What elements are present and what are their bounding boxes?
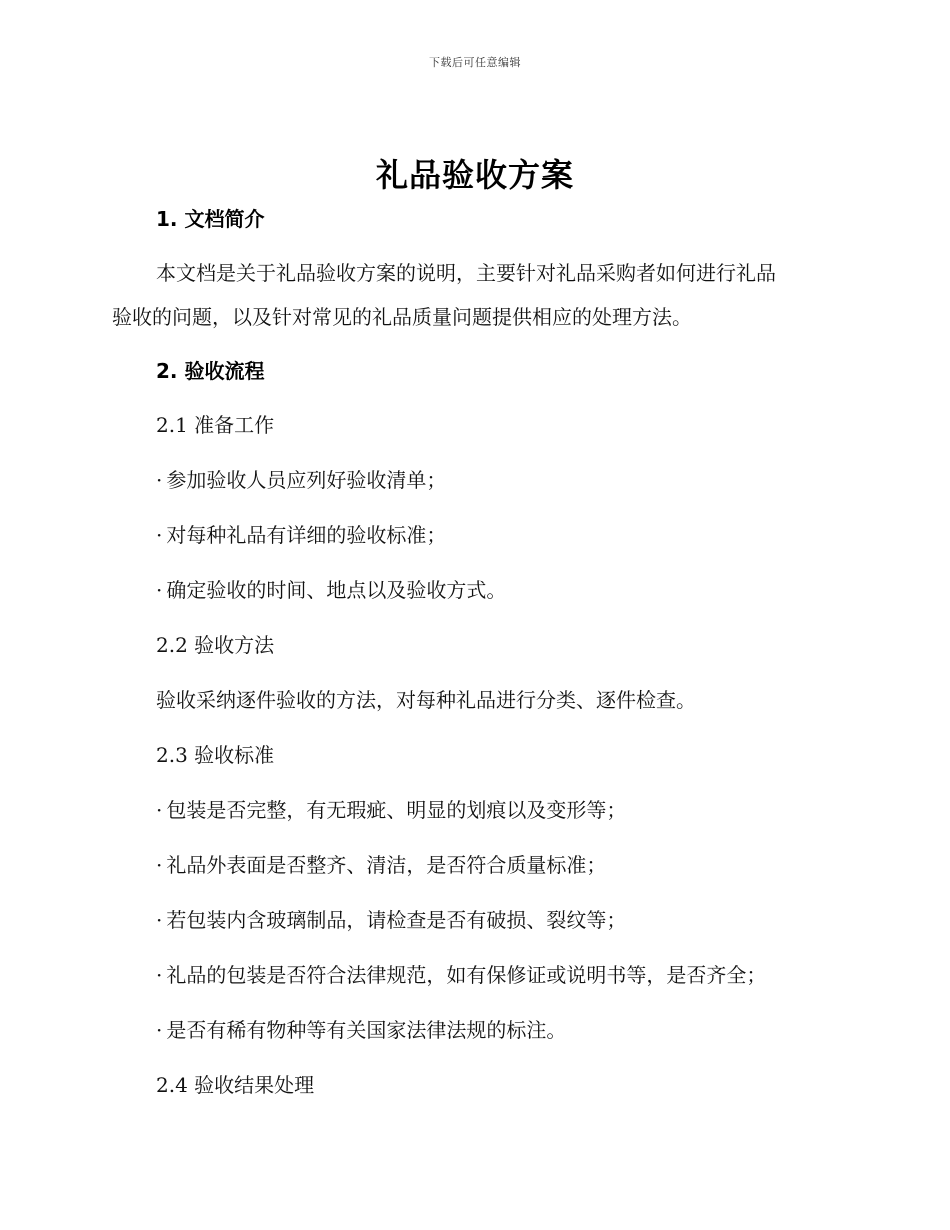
subsection-heading-method: 2.2 验收方法: [156, 633, 275, 657]
subsection-heading-prep: 2.1 准备工作: [156, 413, 275, 437]
section-heading-intro: 1. 文档简介: [156, 207, 265, 231]
document-title: 礼品验收方案: [375, 156, 574, 194]
list-item-standard-2: [156, 850, 606, 880]
bullet-icon: ·: [156, 798, 163, 822]
list-item-prep-2: [156, 520, 446, 550]
bullet-icon: ·: [156, 908, 163, 932]
list-item-text: 参加验收人员应列好验收清单；: [166, 468, 447, 492]
method-paragraph: 验收采纳逐件验收的方法，对每种礼品进行分类、逐件检查。: [156, 688, 696, 712]
bullet-icon: ·: [156, 468, 163, 492]
header-note: 下载后可任意编辑: [429, 56, 521, 69]
bullet-icon: ·: [156, 523, 163, 547]
bullet-icon: ·: [156, 1018, 163, 1042]
list-item-text: 是否有稀有物种等有关国家法律法规的标注。: [166, 1018, 567, 1042]
bullet-icon: ·: [156, 578, 163, 602]
list-item-text: 确定验收的时间、地点以及验收方式。: [166, 578, 507, 602]
list-item-standard-4: [156, 960, 766, 990]
bullet-icon: ·: [156, 963, 163, 987]
list-item-text: 对每种礼品有详细的验收标准；: [166, 523, 447, 547]
subsection-heading-standard: 2.3 验收标准: [156, 743, 275, 767]
intro-paragraph-line-2: 验收的问题，以及针对常见的礼品质量问题提供相应的处理方法。: [112, 305, 692, 329]
list-item-text: 礼品外表面是否整齐、清洁，是否符合质量标准；: [166, 853, 607, 877]
section-heading-process: 2. 验收流程: [156, 359, 265, 383]
subsection-heading-result: 2.4 验收结果处理: [156, 1073, 315, 1097]
list-item-text: 礼品的包装是否符合法律规范，如有保修证或说明书等，是否齐全；: [166, 963, 767, 987]
list-item-text: 包装是否完整，有无瑕疵、明显的划痕以及变形等；: [166, 798, 627, 822]
list-item-standard-5: [156, 1015, 566, 1045]
list-item-standard-1: [156, 795, 626, 825]
intro-paragraph-line-1: 本文档是关于礼品验收方案的说明，主要针对礼品采购者如何进行礼品: [156, 261, 776, 285]
bullet-icon: ·: [156, 853, 163, 877]
list-item-standard-3: [156, 905, 626, 935]
list-item-prep-1: [156, 465, 446, 495]
list-item-prep-3: [156, 575, 506, 605]
list-item-text: 若包装内含玻璃制品，请检查是否有破损、裂纹等；: [166, 908, 627, 932]
